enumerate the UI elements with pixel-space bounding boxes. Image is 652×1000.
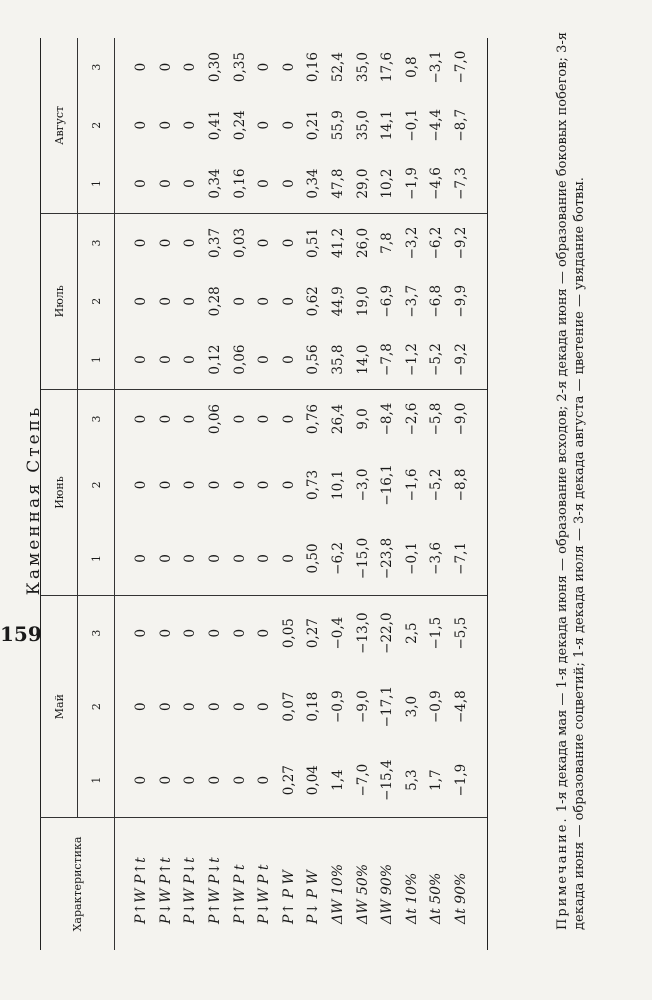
table-note: [554, 30, 588, 930]
table-cell: 5,3: [400, 743, 425, 817]
table-cell: −7,0: [449, 38, 488, 96]
row-label: P↓W P↓t: [178, 818, 203, 951]
row-label: P↓W P t: [252, 818, 277, 951]
table-cell: 0: [207, 480, 224, 490]
table-cell: 0: [207, 628, 224, 638]
table-cell: 0: [154, 154, 179, 213]
row-label: P↓W P↑t: [154, 818, 179, 951]
table-cell: 0: [231, 480, 248, 490]
table-cell: 0: [178, 330, 203, 389]
table-row: [375, 38, 400, 950]
table-cell: 0,07: [280, 691, 297, 722]
table-cell: 52,4: [330, 52, 347, 83]
table-cell: 0: [115, 330, 154, 389]
table-row: [424, 38, 449, 950]
table-cell: 17,6: [379, 52, 396, 83]
table-cell: 0: [133, 628, 150, 638]
table-cell: −6,9: [379, 284, 396, 318]
table-row: [154, 38, 179, 950]
table-cell: 0,73: [305, 469, 322, 500]
table-cell: −15,0: [350, 522, 375, 596]
table-row: [326, 38, 351, 950]
table-cell: −9,2: [449, 330, 488, 389]
row-label: Δt 50%: [424, 818, 449, 951]
table-cell: 0: [280, 120, 297, 130]
table-cell: 0: [256, 62, 273, 72]
table-cell: −3,0: [354, 468, 371, 502]
table-cell: 0,06: [207, 404, 224, 435]
table-cell: −16,1: [379, 464, 396, 506]
table-cell: −0,4: [330, 616, 347, 650]
table-row: [400, 38, 425, 950]
row-label: ΔW 10%: [326, 818, 351, 951]
row-label: P↑ P W: [277, 818, 302, 951]
table-row: [301, 38, 326, 950]
table-cell: 0,21: [305, 110, 322, 141]
table-row: [203, 38, 228, 950]
table-cell: 0,18: [305, 691, 322, 722]
table-cell: 47,8: [326, 154, 351, 213]
table-cell: −7,8: [375, 330, 400, 389]
table-cell: 0: [231, 414, 248, 424]
table-cell: 0: [256, 414, 273, 424]
row-label: P↑W P↓t: [203, 818, 228, 951]
table-cell: −1,2: [400, 330, 425, 389]
table-cell: 0: [256, 702, 273, 711]
table-cell: −0,9: [330, 690, 347, 724]
table-cell: 0: [182, 238, 199, 248]
table-cell: 2,5: [403, 622, 420, 644]
table-cell: 0: [182, 702, 199, 711]
table-cell: −6,2: [428, 226, 445, 260]
table-cell: 0,27: [277, 743, 302, 817]
table-row: [277, 38, 302, 950]
table-cell: 0,76: [305, 404, 322, 435]
table-cell: 0,16: [227, 154, 252, 213]
table-cell: −17,1: [379, 685, 396, 728]
table-cell: 0: [231, 296, 248, 306]
table-cell: −8,7: [449, 96, 488, 154]
table-cell: 0,27: [305, 618, 322, 649]
table-cell: −3,1: [428, 50, 445, 84]
row-label: ΔW 50%: [350, 818, 375, 951]
table-cell: 0: [203, 522, 228, 596]
table-cell: 0,34: [203, 154, 228, 213]
month-header: Май: [41, 596, 78, 818]
table-cell: 0,28: [207, 286, 224, 317]
table-cell: 0: [157, 296, 174, 306]
dekad-header: 2: [78, 96, 115, 154]
table-cell: 0: [207, 702, 224, 711]
table-cell: 0: [182, 296, 199, 306]
table-cell: −9,9: [449, 272, 488, 330]
dekad-header: 1: [78, 330, 115, 389]
dekad-header: 3: [78, 38, 115, 96]
table-cell: 0,51: [305, 227, 322, 259]
table-cell: 0,37: [207, 227, 224, 259]
table-row: [252, 38, 277, 950]
table-cell: 29,0: [350, 154, 375, 213]
note-text: 1-я декада мая — 1-я декада июня — образование всходов; 2-я декада июня — образование боковых побегов; 3-я декада июня — образование соцветий; 1-я декада июля — 3-я декада августа — цветение — увядание ботвы.: [555, 32, 587, 930]
table-row: [449, 38, 488, 950]
table-cell: −23,8: [375, 522, 400, 596]
table-cell: −15,4: [375, 743, 400, 817]
table-cell: 14,0: [350, 330, 375, 389]
table-cell: 0: [252, 154, 277, 213]
table-cell: 0: [178, 522, 203, 596]
table-cell: 0: [256, 120, 273, 130]
table-cell: 0: [280, 296, 297, 306]
table-cell: 0: [277, 154, 302, 213]
table-cell: 35,0: [354, 110, 371, 141]
month-header: Июнь: [41, 389, 78, 595]
table-cell: 0: [157, 480, 174, 490]
table-cell: 0,34: [301, 154, 326, 213]
table-cell: −8,8: [449, 448, 488, 521]
table-cell: 1,4: [326, 743, 351, 817]
table-row: [227, 38, 252, 950]
table-row: [178, 38, 203, 950]
table-row: [115, 38, 154, 950]
dekad-header: 2: [78, 670, 115, 743]
dekad-header: 2: [78, 272, 115, 330]
table-cell: −1,5: [428, 616, 445, 650]
table-cell: 0: [182, 480, 199, 490]
table-cell: 0: [227, 522, 252, 596]
table-cell: 0: [203, 743, 228, 817]
table-cell: 0: [115, 522, 154, 596]
table-cell: −7,3: [449, 154, 488, 213]
table-cell: 0: [256, 238, 273, 248]
row-label: P↑W P↑t: [115, 818, 154, 951]
table-cell: 0: [133, 702, 150, 711]
table-cell: −9,2: [449, 213, 488, 272]
table-cell: −4,6: [424, 154, 449, 213]
table-cell: −7,0: [350, 743, 375, 817]
row-label: Δt 90%: [449, 818, 488, 951]
table-cell: 0: [252, 330, 277, 389]
table-cell: 0,03: [231, 227, 248, 259]
table-cell: 0: [280, 62, 297, 72]
row-label: P↑W P t: [227, 818, 252, 951]
table-cell: 0: [115, 154, 154, 213]
dekad-header: 1: [78, 522, 115, 596]
table-cell: 0: [157, 628, 174, 638]
table-cell: 19,0: [354, 286, 371, 317]
table-cell: −0,1: [403, 108, 420, 142]
table-cell: 55,9: [330, 110, 347, 141]
table-cell: 0: [154, 743, 179, 817]
table-cell: 10,2: [375, 154, 400, 213]
table-cell: −5,8: [428, 402, 445, 436]
table-cell: −6,8: [428, 284, 445, 318]
note-label: Примечание.: [555, 816, 570, 930]
table-cell: 0: [280, 414, 297, 424]
table-cell: 0,12: [203, 330, 228, 389]
table-cell: 0,06: [227, 330, 252, 389]
table-cell: 0: [280, 480, 297, 490]
month-header: Август: [41, 38, 78, 213]
row-label: Δt 10%: [400, 818, 425, 951]
table-cell: 0: [157, 62, 174, 72]
table-cell: 0: [277, 330, 302, 389]
table-cell: 0: [133, 238, 150, 248]
table-cell: 0: [252, 743, 277, 817]
table-cell: 1,7: [424, 743, 449, 817]
table-cell: −22,0: [379, 612, 396, 654]
table-cell: −3,6: [424, 522, 449, 596]
table-cell: 0,24: [231, 110, 248, 141]
header-characteristic: Характеристика: [41, 818, 115, 951]
table-cell: −5,2: [424, 330, 449, 389]
dekad-header: 2: [78, 448, 115, 521]
table-cell: 0: [280, 238, 297, 248]
table-cell: −9,0: [449, 389, 488, 448]
dekad-header: 1: [78, 154, 115, 213]
table-cell: 0,35: [231, 52, 248, 83]
table-cell: −5,2: [428, 468, 445, 502]
table-cell: 0: [182, 120, 199, 130]
table-cell: 3,0: [403, 695, 420, 718]
table-cell: 0: [133, 62, 150, 72]
table-cell: 0: [154, 522, 179, 596]
table-cell: 0: [256, 628, 273, 638]
table-cell: −2,6: [403, 402, 420, 436]
table-cell: 0: [157, 120, 174, 130]
table-cell: −4,8: [449, 670, 488, 743]
table-cell: −13,0: [354, 612, 371, 654]
table-cell: 10,1: [330, 469, 347, 500]
dekad-header: 1: [78, 743, 115, 817]
table-title: Каменная Степь: [24, 404, 44, 596]
table-cell: −6,2: [326, 522, 351, 596]
dekad-header: 3: [78, 213, 115, 272]
table-cell: 0: [252, 522, 277, 596]
table-cell: 0: [133, 296, 150, 306]
table-cell: 0: [157, 414, 174, 424]
table-cell: 0: [256, 480, 273, 490]
table-cell: 0: [231, 702, 248, 711]
table-cell: 0,41: [207, 110, 224, 141]
table-cell: 14,1: [379, 110, 396, 141]
page-number: 159: [0, 622, 42, 646]
table-cell: 0: [157, 238, 174, 248]
table-cell: 35,8: [326, 330, 351, 389]
month-header: Июль: [41, 213, 78, 389]
table-cell: 0,05: [280, 618, 297, 649]
table-cell: 0: [182, 62, 199, 72]
table-cell: 0: [133, 414, 150, 424]
table-cell: −7,1: [449, 522, 488, 596]
table-cell: 0: [157, 702, 174, 711]
table-cell: −1,9: [449, 743, 488, 817]
table-cell: 0,30: [207, 52, 224, 83]
row-label: ΔW 90%: [375, 818, 400, 951]
table-cell: −3,7: [403, 284, 420, 318]
table-cell: 0,50: [301, 522, 326, 596]
table-cell: 0: [115, 743, 154, 817]
table-cell: 26,0: [354, 227, 371, 259]
table-cell: 0: [182, 414, 199, 424]
row-label: P↓ P W: [301, 818, 326, 951]
table-cell: 0,62: [305, 286, 322, 317]
dekad-header: 3: [78, 596, 115, 670]
table-cell: 0: [231, 628, 248, 638]
table-cell: 7,8: [379, 232, 396, 254]
table-cell: 41,2: [330, 227, 347, 259]
table-cell: 35,0: [354, 52, 371, 83]
table-row: [350, 38, 375, 950]
table-cell: 0: [178, 154, 203, 213]
table-cell: 9,0: [354, 408, 371, 430]
table-cell: −5,5: [449, 596, 488, 670]
table-cell: −1,9: [400, 154, 425, 213]
table-cell: 44,9: [330, 286, 347, 317]
table-cell: −3,2: [403, 226, 420, 260]
table-cell: 0,8: [403, 56, 420, 78]
table-cell: −9,0: [354, 690, 371, 724]
table-cell: −1,6: [403, 468, 420, 502]
table-cell: 0: [154, 330, 179, 389]
table-cell: −8,4: [379, 402, 396, 436]
table-cell: 26,4: [330, 404, 347, 435]
table-cell: 0,16: [305, 52, 322, 83]
table-cell: 0: [133, 120, 150, 130]
data-table: [40, 38, 488, 950]
table-cell: 0: [182, 628, 199, 638]
table-cell: −0,9: [428, 690, 445, 724]
table-cell: 0,04: [301, 743, 326, 817]
table-cell: −4,4: [428, 108, 445, 142]
table-cell: −0,1: [400, 522, 425, 596]
table-cell: 0: [133, 480, 150, 490]
dekad-header: 3: [78, 389, 115, 448]
table-cell: 0: [277, 522, 302, 596]
table-cell: 0: [178, 743, 203, 817]
table-cell: 0: [227, 743, 252, 817]
table-cell: 0,56: [301, 330, 326, 389]
table-cell: 0: [256, 296, 273, 306]
